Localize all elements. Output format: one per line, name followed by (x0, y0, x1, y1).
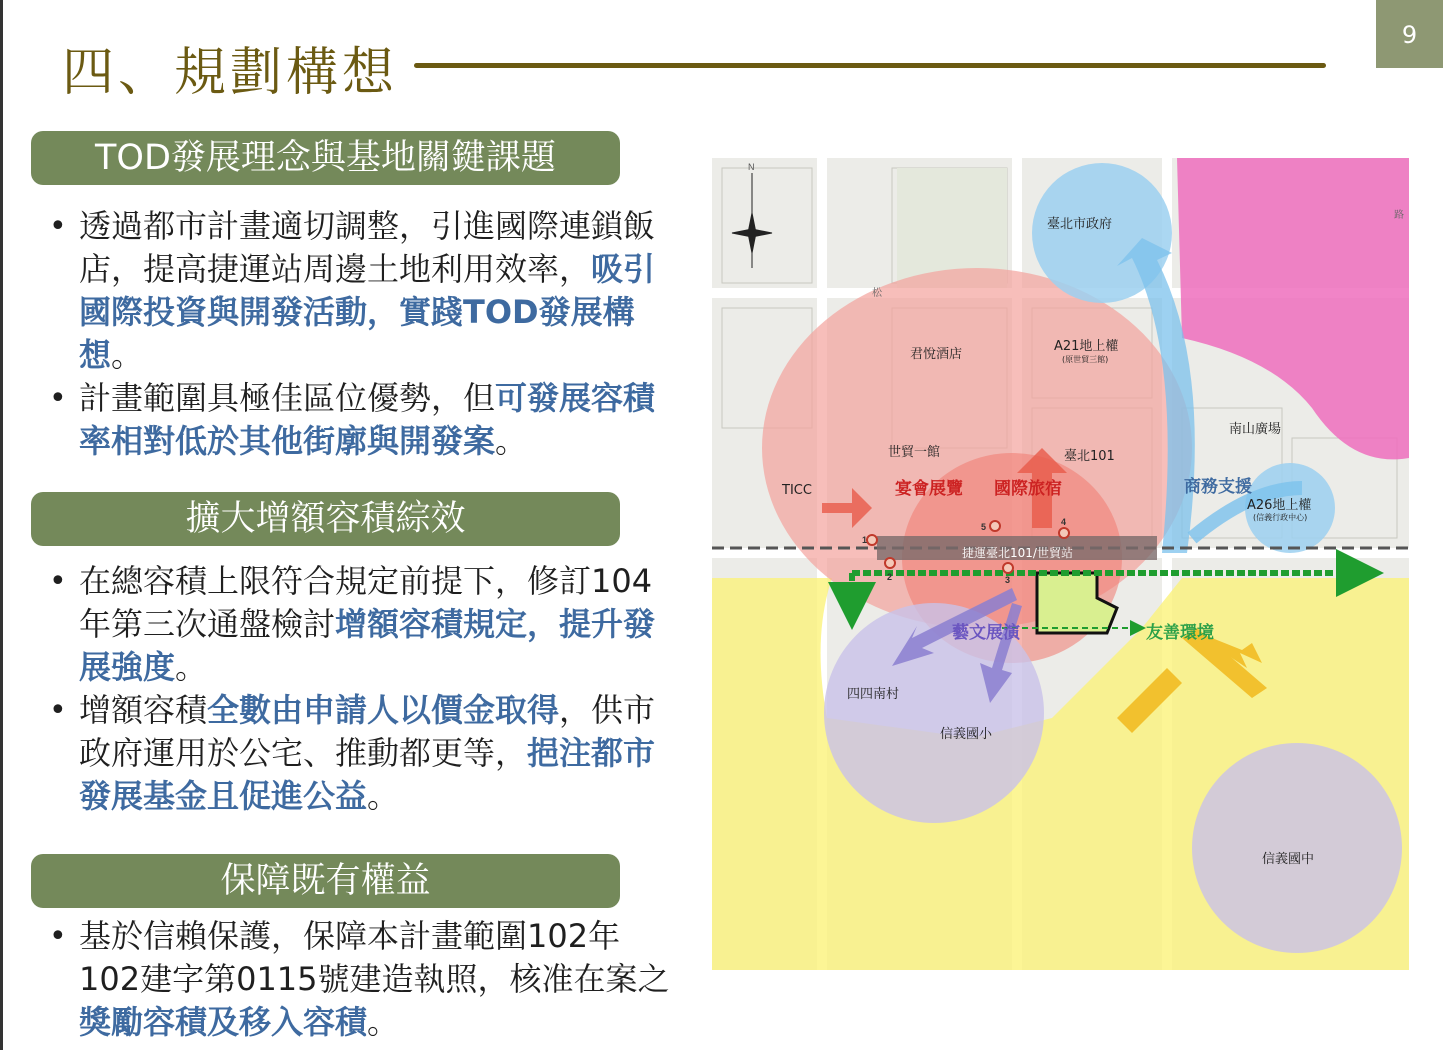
exit-3-label: 3 (1005, 575, 1011, 585)
grand-hyatt-label: 君悅酒店 (910, 347, 963, 362)
page-number: 9 (1376, 0, 1443, 68)
list-item: • 增額容積全數由申請人以價金取得，供市政府運用於公宅、推動都更等，挹注都市發展基金且促進公益。 (49, 691, 656, 815)
xinyi-elem-label: 信義國小 (940, 727, 993, 742)
exit-3-icon (1003, 563, 1013, 573)
exit-1-label: 1 (862, 535, 868, 545)
left-border (0, 0, 3, 1050)
sisi-label: 四四南村 (847, 687, 900, 702)
page-title: 四、規劃構想 (62, 43, 399, 103)
bullet-icon: • (49, 919, 67, 954)
nanshan-label: 南山廣場 (1229, 422, 1282, 437)
bullet-icon: • (49, 564, 67, 599)
a21-label: A21地上權 (1054, 339, 1119, 354)
bullet-icon: • (49, 381, 67, 416)
list-item: • 透過都市計畫適切調整，引進國際連鎖飯店，提高捷運站周邊土地利用效率，吸引國際投資與開發活動，實踐TOD發展構想。 (49, 207, 656, 374)
section-heading-bonus-far: 擴大增額容積綜效 (31, 492, 620, 546)
bullet-icon: • (49, 209, 67, 244)
exit-4-label: 4 (1061, 517, 1067, 527)
bullet-list-tod (46, 205, 676, 463)
exit-2-label: 2 (887, 572, 893, 582)
banquet-label: 宴會展覽 (895, 479, 963, 499)
section-heading-tod: TOD發展理念與基地關鍵課題 (31, 131, 620, 185)
friendly-label: 友善環境 (1146, 623, 1214, 643)
mrt-station-label: 捷運臺北101/世貿站 (962, 546, 1073, 560)
bullet-icon: • (49, 693, 67, 728)
city-hall-label: 臺北市政府 (1047, 217, 1113, 232)
bullet-list-bonus-far (46, 560, 676, 818)
title-rule (414, 63, 1326, 68)
exit-4-icon (1059, 528, 1069, 538)
taipei101-label: 臺北101 (1064, 449, 1115, 464)
exit-5-icon (990, 521, 1000, 531)
wtc1-label: 世貿一館 (888, 445, 941, 460)
exit-5-label: 5 (981, 522, 987, 532)
exit-1-icon (867, 535, 877, 545)
ticc-label: TICC (782, 483, 812, 498)
list-item: • 計畫範圍具極佳區位優勢，但可發展容積率相對低於其他街廓與開發案。 (49, 379, 656, 460)
list-item: • 基於信賴保護，保障本計畫範圍102年102建字第0115號建造執照，核准在案之獎勵容積及移入容積。 (49, 917, 670, 1041)
exit-2-icon (885, 558, 895, 568)
a21-sub-label: (原世貿三館) (1062, 355, 1109, 364)
arts-label: 藝文展演 (952, 623, 1020, 643)
section-heading-rights: 保障既有權益 (31, 854, 620, 908)
a26-label: A26地上權 (1247, 498, 1312, 513)
north-label: N (748, 162, 755, 172)
list-item: • 在總容積上限符合規定前提下，修訂104年第三次通盤檢討增額容積規定，提升發展強度。 (49, 562, 656, 686)
xinyi-junior-label: 信義國中 (1262, 852, 1315, 867)
business-label: 商務支援 (1184, 477, 1252, 497)
xinyi-junior-circle (1192, 743, 1402, 953)
bullet-list-rights (46, 915, 676, 1044)
road-label: 路 (1394, 210, 1404, 221)
a26-sub-label: (信義行政中心) (1253, 513, 1308, 522)
street-label: 松 (872, 288, 882, 299)
site-plan-map (712, 158, 1409, 970)
intl-hotel-label: 國際旅宿 (994, 479, 1062, 499)
